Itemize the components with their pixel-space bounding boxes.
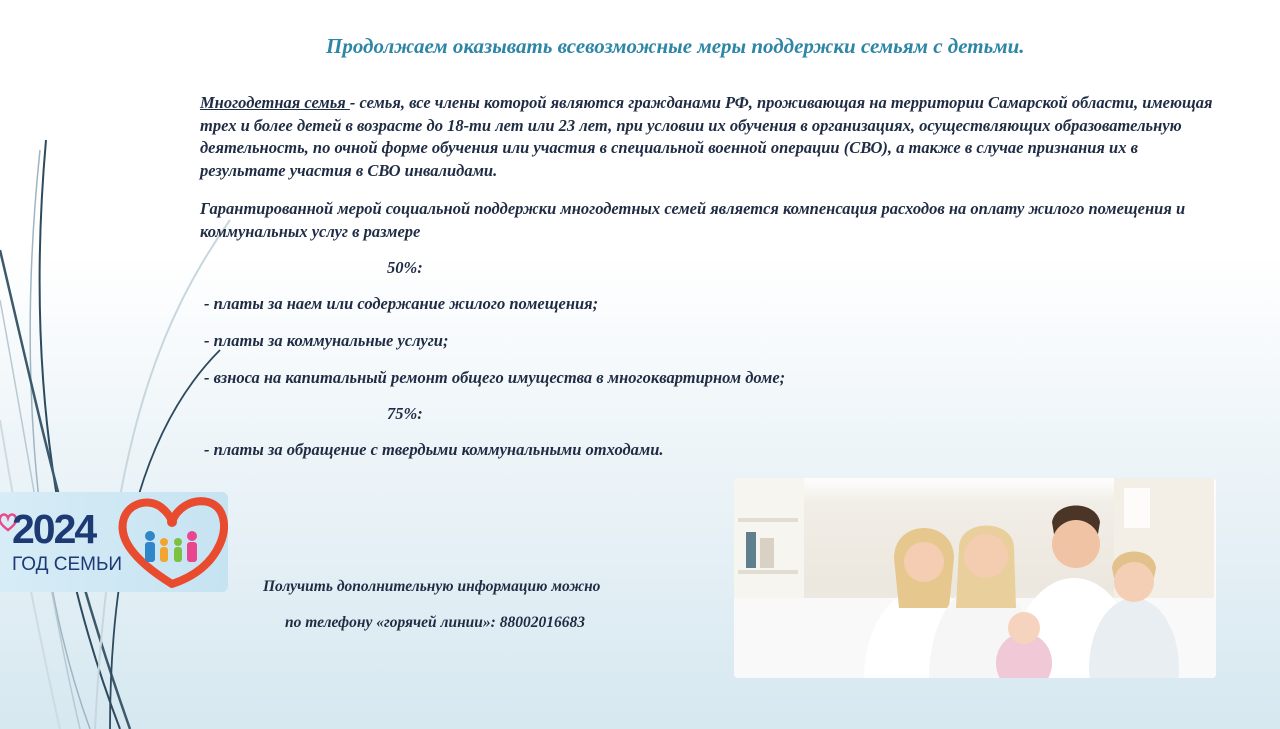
list-item: - платы за обращение с твердыми коммунальными отходами. (204, 440, 664, 459)
hotline-phone: по телефону «горячей линии»: 88002016683 (285, 614, 585, 631)
definition-term: Многодетная семья (200, 93, 350, 112)
tier1-percent: 50%: (387, 258, 423, 277)
family-heart-icon (116, 496, 228, 590)
logo-year: 2024 (12, 506, 96, 552)
info-line-1: Получить дополнительную информацию можно (263, 578, 601, 595)
family-photo (734, 478, 1216, 678)
definition-text: - семья, все члены которой являются гражданами РФ, проживающая на территории Самарской области, имеющая трех и более детей в возрасте до 18-ти лет или 23 лет, при условии их обучения в организациях, осуществляющих образовательную деятельность, по очной форме обучения или участия в специальной военной операции (СВО), а также в случае признания их в результате участия в СВО инвалидами. (200, 93, 1213, 180)
logo-caption: ГОД СЕМЬИ (12, 554, 123, 575)
tier2-percent: 75%: (387, 404, 423, 423)
definition-paragraph (200, 92, 1220, 182)
page-title: Продолжаем оказывать всевозможные меры поддержки семьям с детьми. (326, 34, 1025, 58)
guarantee-paragraph: Гарантированной мерой социальной поддержки многодетных семей является компенсация расходов на оплату жилого помещения и коммунальных услуг в размере (200, 199, 1186, 241)
list-item: - платы за коммунальные услуги; (204, 331, 449, 350)
list-item: - взноса на капитальный ремонт общего имущества в многоквартирном доме; (204, 368, 786, 387)
year-of-family-logo (0, 492, 228, 592)
family-photo-illustration (734, 478, 1216, 678)
list-item: - платы за наем или содержание жилого помещения; (204, 294, 599, 313)
